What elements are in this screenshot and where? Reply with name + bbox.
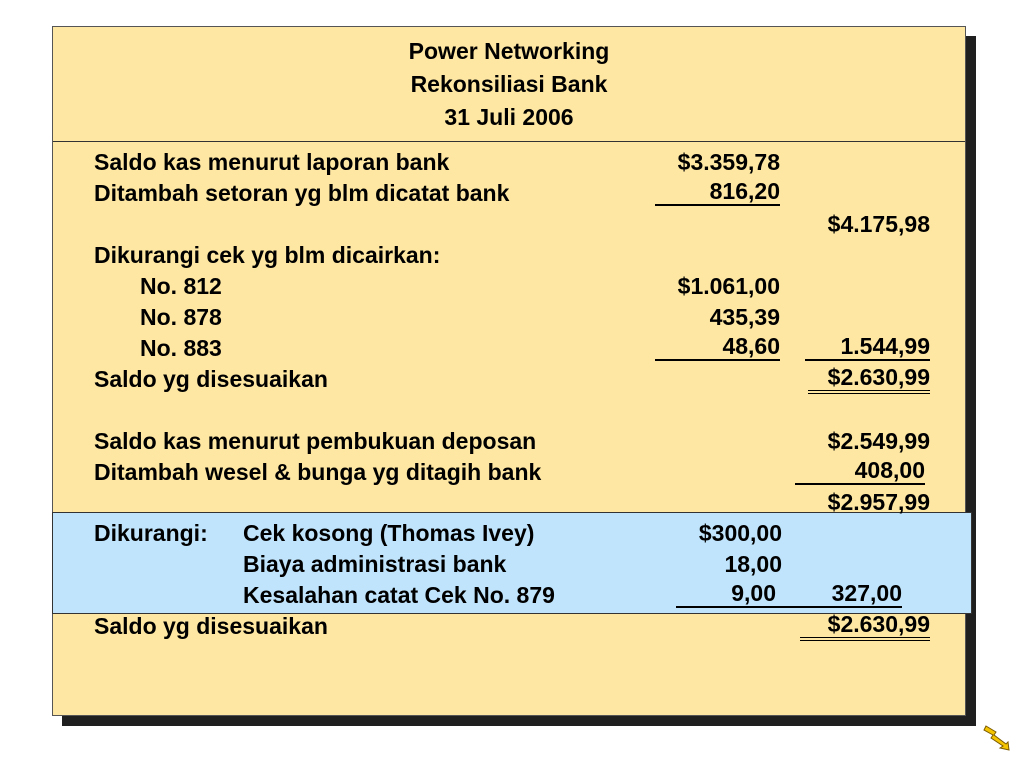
book-adjusted-value: $2.630,99 [800,611,930,641]
bank-saldo-value: $3.359,78 [677,149,780,175]
cek-883-value: 48,60 [655,333,780,361]
report-date: 31 Juli 2006 [444,104,574,130]
biaya-admin-label: Biaya administrasi bank [243,551,507,577]
bank-subtotal: $4.175,98 [827,211,930,237]
kesalahan-value: 9,00 [676,580,776,608]
company-name: Power Networking [408,38,610,64]
wesel-value: 408,00 [795,457,925,485]
book-adjusted-label: Saldo yg disesuaikan [94,613,328,639]
cek-883-label: No. 883 [140,335,222,361]
cek-812-value: $1.061,00 [677,273,780,299]
biaya-admin-value: 18,00 [724,551,782,577]
book-subtotal: $2.957,99 [827,489,930,515]
deductions-total: 327,00 [776,580,902,608]
kesalahan-label: Kesalahan catat Cek No. 879 [243,582,555,608]
lightning-bolt-icon [982,722,1012,752]
cek-kosong-value: $300,00 [698,520,782,546]
book-saldo-value: $2.549,99 [827,428,930,454]
cek-878-label: No. 878 [140,304,222,330]
dikurangi-label: Dikurangi: [94,520,208,546]
cek-kosong-label: Cek kosong (Thomas Ivey) [243,520,535,546]
wesel-label: Ditambah wesel & bunga yg ditagih bank [94,459,542,485]
book-saldo-label: Saldo kas menurut pembukuan deposan [94,428,537,454]
setoran-value: 816,20 [655,178,780,206]
setoran-label: Ditambah setoran yg blm dicatat bank [94,180,510,206]
bank-adjusted-label: Saldo yg disesuaikan [94,366,328,392]
cek-812-label: No. 812 [140,273,222,299]
header [53,27,965,142]
bank-saldo-label: Saldo kas menurut laporan bank [94,149,450,175]
cek-878-value: 435,39 [709,304,780,330]
cek-total: 1.544,99 [805,333,930,361]
cek-label: Dikurangi cek yg blm dicairkan: [94,242,441,268]
bank-adjusted-value: $2.630,99 [808,364,930,394]
report-title: Rekonsiliasi Bank [410,71,608,97]
